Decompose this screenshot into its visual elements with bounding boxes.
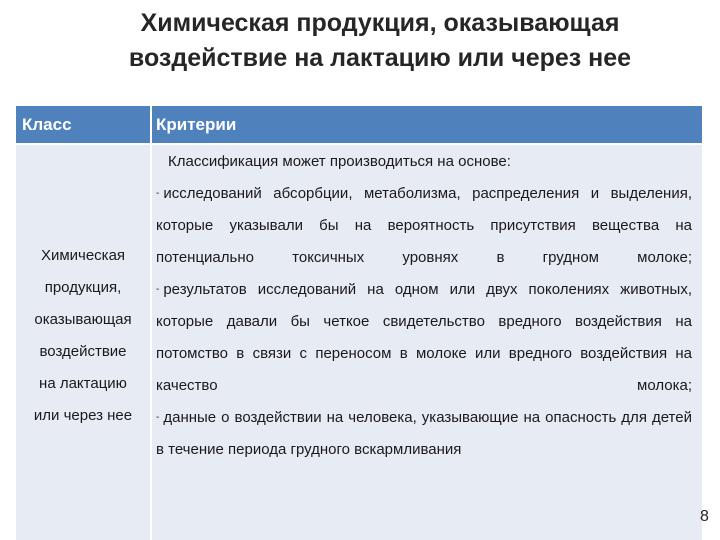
bullet-dash: - — [156, 188, 160, 199]
page-number: 8 — [700, 508, 709, 525]
class-cell — [16, 240, 150, 432]
class-line: Химическая — [40, 247, 126, 264]
criteria-item-text: данные о воздействии на человека, указывающие на опасность для детей в течение периода грудного вскармливания — [156, 409, 692, 458]
bullet-dash: - — [156, 284, 160, 295]
criteria-cell — [156, 146, 692, 466]
bullet-dash: - — [156, 412, 160, 423]
criteria-item-text: исследований абсорбции, метаболизма, распределения и выделения, которые указывали бы на вероятность присутствия вещества на потенциально токсичных уровнях в грудном молоке; — [156, 185, 692, 266]
criteria-intro: Классификация может производиться на основе: — [168, 153, 511, 170]
column-divider — [150, 106, 152, 540]
header-criteria: Критерии — [156, 115, 237, 134]
class-line: на лактацию — [39, 375, 127, 392]
class-line: воздействие — [39, 343, 127, 360]
title-line-1: Химическая продукция, оказывающая — [140, 9, 620, 37]
slide-title — [70, 6, 690, 76]
table-header-row — [16, 106, 702, 143]
criteria-item — [156, 178, 692, 274]
header-class: Класс — [22, 115, 72, 134]
class-line: или через нее — [33, 407, 133, 424]
criteria-table — [16, 106, 702, 540]
title-line-2: воздействие на лактацию или через нее — [128, 44, 632, 72]
row-divider — [16, 143, 702, 145]
class-line: продукция, — [44, 279, 122, 296]
criteria-item — [156, 274, 692, 402]
class-line: оказывающая — [34, 311, 132, 328]
criteria-item-text: результатов исследований на одном или двух поколениях животных, которые давали бы четкое свидетельство вредного воздействия на потомство в связи с переносом в молоке или вредного воздействия на качество молока; — [156, 281, 692, 394]
criteria-item — [156, 402, 692, 466]
